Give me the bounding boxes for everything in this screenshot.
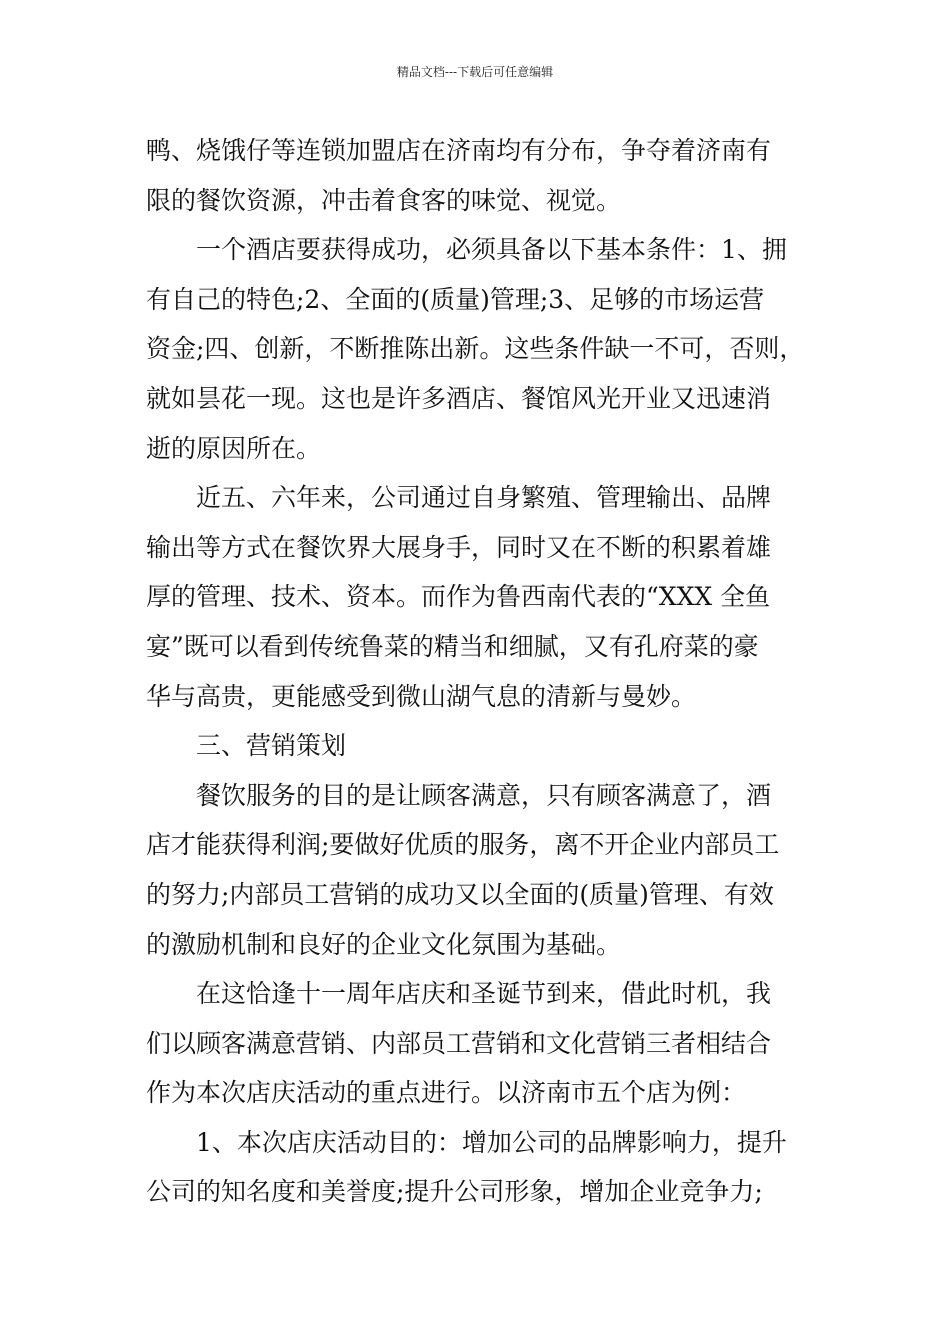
text-line: 逝的原因所在。 bbox=[146, 433, 322, 463]
text-line: 作为本次店庆活动的重点进行。以济南市五个店为例： bbox=[146, 1078, 747, 1108]
text-line: 近五、六年来，公司通过自身繁殖、管理输出、品牌 bbox=[196, 483, 772, 513]
text-line: 华与高贵，更能感受到微山湖气息的清新与曼妙。 bbox=[146, 681, 697, 711]
page-header: 精品文档---下载后可任意编辑 bbox=[396, 65, 554, 79]
text-line: 资金;四、创新，不断推陈出新。这些条件缺一不可，否则， bbox=[146, 334, 805, 364]
heading-text: 三、营销策划 bbox=[196, 731, 347, 761]
text-line: 就如昙花一现。这也是许多酒店、餐馆风光开业又迅速消 bbox=[146, 383, 772, 413]
text-line: 有自己的特色;2、全面的(质量)管理;3、足够的市场运营 bbox=[146, 284, 765, 314]
paragraph bbox=[146, 969, 814, 1118]
text-line: 输出等方式在餐饮界大展身手，同时又在不断的积累着雄 bbox=[146, 532, 772, 562]
paragraph bbox=[146, 473, 814, 721]
document-body bbox=[146, 126, 814, 1217]
text-line: 宴”既可以看到传统鲁菜的精当和细腻，又有孔府菜的豪 bbox=[146, 631, 759, 661]
text-line: 们以顾客满意营销、内部员工营销和文化营销三者相结合 bbox=[146, 1028, 772, 1058]
text-line: 公司的知名度和美誉度;提升公司形象，增加企业竞争力; bbox=[146, 1177, 763, 1207]
text-line: 厚的管理、技术、资本。而作为鲁西南代表的“XXX 全鱼 bbox=[146, 582, 771, 612]
text-line: 的努力;内部员工营销的成功又以全面的(质量)管理、有效 bbox=[146, 879, 774, 909]
paragraph bbox=[146, 1118, 814, 1217]
text-line: 餐饮服务的目的是让顾客满意，只有顾客满意了，酒 bbox=[196, 780, 772, 810]
text-line: 的激励机制和良好的企业文化氛围为基础。 bbox=[146, 929, 622, 959]
text-line: 店才能获得利润;要做好优质的服务，离不开企业内部员工 bbox=[146, 830, 780, 860]
text-line: 限的餐饮资源，冲击着食客的味觉、视觉。 bbox=[146, 185, 622, 215]
paragraph bbox=[146, 225, 814, 473]
text-line: 1、本次店庆活动目的：增加公司的品牌影响力，提升 bbox=[196, 1127, 787, 1157]
text-line: 鸭、烧饿仔等连锁加盟店在济南均有分布，争夺着济南有 bbox=[146, 136, 772, 165]
section-heading bbox=[146, 721, 814, 771]
paragraph bbox=[146, 126, 814, 225]
text-line: 在这恰逢十一周年店庆和圣诞节到来，借此时机，我 bbox=[196, 979, 772, 1009]
paragraph bbox=[146, 771, 814, 969]
text-line: 一个酒店要获得成功，必须具备以下基本条件：1、拥 bbox=[196, 235, 787, 265]
